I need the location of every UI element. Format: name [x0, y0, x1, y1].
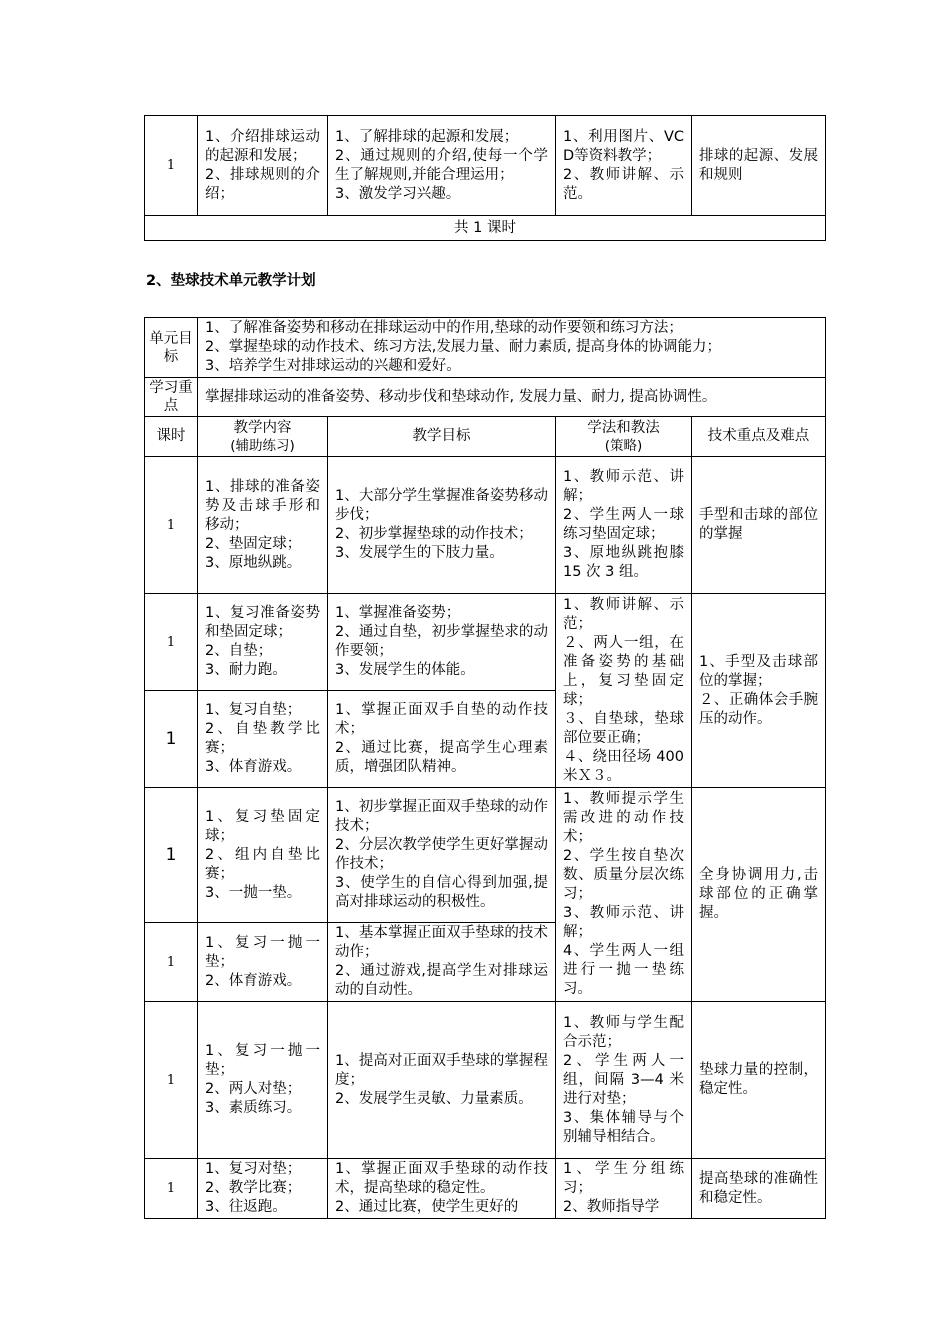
header-content-main: 教学内容 — [233, 419, 292, 436]
method-line: 1、学生分组练习； — [563, 1161, 684, 1196]
content-line: 3、一抛一垫。 — [205, 884, 302, 901]
methods-cell — [556, 594, 692, 788]
goal-line: 1、提高对正面双手垫球的掌握程度； — [335, 1052, 548, 1088]
content-line: 1、介绍排球运动的起源和发展； — [205, 128, 320, 164]
key-points-cell: 全身协调用力,击球部位的正确掌握。 — [692, 788, 826, 1002]
unit-goal-row — [145, 318, 826, 378]
content-line: 1、排球的准备姿势及击球手形和移动； — [205, 478, 320, 533]
method-line: 2、学生按自垫次数、质量分层次练习； — [563, 848, 684, 902]
key-points-cell: 垫球力量的控制，稳定性。 — [692, 1002, 826, 1159]
content-line: 3、原地纵跳。 — [205, 554, 302, 571]
method-line: 2、学生两人一球练习垫固定球； — [563, 507, 684, 542]
total-row — [145, 216, 826, 241]
table-row — [145, 594, 826, 691]
content-line: 1、复习自垫； — [205, 702, 302, 718]
method-line: 2、教师讲解、示范。 — [563, 166, 684, 202]
header-content-sub: (辅助练习) — [230, 437, 295, 454]
lesson-count: 1 — [145, 594, 198, 691]
method-line: 1、教师与学生配合示范； — [563, 1014, 684, 1050]
goal-line: 2、初步掌握垫球的动作技术； — [335, 526, 533, 542]
goal-line: 3、发展学生的体能。 — [335, 662, 475, 678]
goal-line: 3、激发学习兴趣。 — [335, 185, 461, 202]
header-methods — [556, 417, 692, 457]
content-cell — [198, 923, 328, 1002]
methods-cell — [556, 788, 692, 1002]
section-title: 2、垫球技术单元教学计划 — [146, 273, 316, 289]
key-line: 1、手型及击球部位的掌握； — [699, 653, 818, 689]
methods-cell — [556, 116, 692, 216]
total-hours: 共 1 课时 — [145, 216, 826, 241]
method-line: 4、学生两人一组进行一抛一垫练习。 — [563, 943, 684, 997]
content-cell — [198, 691, 328, 788]
unit-goal-line: 1、了解准备姿势和移动在排球运动中的作用,垫球的动作要领和练习方法； — [205, 320, 683, 336]
goal-line: 1、掌握正面双手自垫的动作技术； — [335, 702, 548, 737]
table-row — [145, 1002, 826, 1159]
method-line: 2、学生两人一组，间隔 3—4 米进行对垫； — [563, 1052, 684, 1107]
key-line: ２、正确体会手腕压的动作。 — [699, 691, 818, 727]
content-cell — [198, 1002, 328, 1159]
unit-goal-cell — [198, 318, 826, 378]
key-points-cell: 排球的起源、发展和规则 — [692, 116, 826, 216]
lesson-table-intro — [144, 115, 826, 241]
method-line: 2、教师指导学 — [563, 1199, 660, 1215]
lesson-count: 1 — [145, 1002, 198, 1159]
key-points-cell: 手型和击球的部位的掌握 — [692, 457, 826, 594]
lesson-count: 1 — [145, 1159, 198, 1219]
content-cell — [198, 594, 328, 691]
lesson-count: 1 — [145, 923, 198, 1002]
method-line: 1、教师示范、讲解； — [563, 469, 684, 504]
content-line: 2、自垫教学比赛； — [205, 721, 320, 756]
goal-line: 1、大部分学生掌握准备姿势移动步伐； — [335, 488, 548, 523]
content-cell — [198, 1159, 328, 1219]
goal-line: 2、通过自垫，初步掌握垫求的动作要领； — [335, 624, 548, 659]
header-methods-sub: (策略) — [604, 437, 643, 454]
goal-line: 2、发展学生灵敏、力量素质。 — [335, 1090, 533, 1107]
content-line: 2、排球规则的介绍； — [205, 166, 320, 202]
goals-cell — [328, 594, 556, 691]
goals-cell — [328, 1002, 556, 1159]
method-line: 1、教师讲解、示范； — [563, 596, 684, 632]
content-line: 2、体育游戏。 — [205, 972, 302, 989]
goals-cell — [328, 923, 556, 1002]
methods-cell — [556, 1002, 692, 1159]
unit-goal-line: 3、培养学生对排球运动的兴趣和爱好。 — [205, 358, 461, 374]
lesson-count: 1 — [145, 691, 198, 788]
header-methods-main: 学法和教法 — [587, 419, 660, 436]
method-line: ２、两人一组，在准备姿势的基础上，复习垫固定球； — [563, 634, 684, 708]
key-points-cell — [692, 594, 826, 788]
goal-line: 2、通过游戏,提高学生对排球运动的自动性。 — [335, 963, 548, 998]
method-line: 3、集体辅导与个别辅导相结合。 — [563, 1109, 684, 1145]
table-row — [145, 1159, 826, 1219]
unit-goal-label: 单元目标 — [145, 318, 198, 378]
content-line: 2、组内自垫比赛； — [205, 846, 320, 882]
content-line: 3、往返跑。 — [205, 1199, 287, 1215]
header-content — [198, 417, 328, 457]
lesson-table-passing — [144, 317, 826, 1219]
header-key: 技术重点及难点 — [692, 417, 826, 457]
content-cell — [198, 788, 328, 923]
header-goals: 教学目标 — [328, 417, 556, 457]
method-line: ３、自垫球，垫球部位要正确； — [563, 710, 684, 746]
header-row — [145, 417, 826, 457]
methods-cell — [556, 457, 692, 594]
content-line: 1、复习准备姿势和垫固定球； — [205, 605, 320, 640]
content-line: 2、垫固定球； — [205, 535, 302, 552]
content-line: 3、体育游戏。 — [205, 759, 302, 775]
method-line: 1、教师提示学生需改进的动作技术； — [563, 791, 684, 845]
goals-cell — [328, 457, 556, 594]
lesson-count: 1 — [145, 457, 198, 594]
content-line: 2、两人对垫； — [205, 1081, 302, 1097]
method-line: ４、绕田径场 400 米Ｘ３。 — [563, 748, 684, 784]
content-cell — [198, 457, 328, 594]
goal-line: 2、通过规则的介绍,使每一个学生了解规则,并能合理运用； — [335, 147, 548, 183]
goal-line: 1、掌握正面双手垫球的动作技术，提高垫球的稳定性。 — [335, 1161, 548, 1196]
goal-line: 1、基本掌握正面双手垫球的技术动作； — [335, 925, 548, 960]
goal-line: 2、分层次教学使学生更好掌握动作技术； — [335, 837, 548, 872]
goal-line: 2、通过比赛，提高学生心理素质，增强团队精神。 — [335, 740, 548, 775]
header-lesson: 课时 — [145, 417, 198, 457]
goal-line: 3、使学生的自信心得到加强,提高对排球运动的积极性。 — [335, 875, 548, 910]
content-line: 3、素质练习。 — [205, 1100, 302, 1116]
goals-cell — [328, 788, 556, 923]
content-line: 2、自垫； — [205, 643, 273, 659]
goal-line: 3、发展学生的下肢力量。 — [335, 545, 504, 561]
content-line: 2、教学比赛； — [205, 1180, 302, 1196]
goals-cell — [328, 116, 556, 216]
goal-line: 1、了解排球的起源和发展； — [335, 128, 519, 145]
goal-line: 1、初步掌握正面双手垫球的动作技术； — [335, 799, 548, 834]
goals-cell — [328, 691, 556, 788]
content-line: 1、复习一抛一垫； — [205, 934, 320, 970]
focus-row — [145, 378, 826, 417]
method-line: 3、原地纵跳抱膝 15 次 3 组。 — [563, 545, 684, 580]
table-row — [145, 788, 826, 923]
key-points-cell: 提高垫球的准确性和稳定性。 — [692, 1159, 826, 1219]
table-row — [145, 116, 826, 216]
goal-line: 2、通过比赛，使学生更好的 — [335, 1199, 519, 1215]
focus-label: 学习重点 — [145, 378, 198, 417]
content-cell — [198, 116, 328, 216]
unit-goal-line: 2、掌握垫球的动作技术、练习方法,发展力量、耐力素质, 提高身体的协调能力； — [205, 339, 722, 355]
lesson-count: 1 — [145, 788, 198, 923]
goal-line: 1、掌握准备姿势； — [335, 605, 461, 621]
focus-cell: 掌握排球运动的准备姿势、移动步伐和垫球动作, 发展力量、耐力, 提高协调性。 — [198, 378, 826, 417]
content-line: 3、耐力跑。 — [205, 662, 287, 678]
methods-cell — [556, 1159, 692, 1219]
content-line: 1、复习一抛一垫； — [205, 1043, 320, 1078]
method-line: 3、教师示范、讲解； — [563, 905, 684, 940]
lesson-count: 1 — [145, 116, 198, 216]
content-line: 1、复习垫固定球； — [205, 808, 320, 844]
goals-cell — [328, 1159, 556, 1219]
method-line: 1、利用图片、VCD等资料教学； — [563, 128, 684, 164]
table-row — [145, 457, 826, 594]
content-line: 1、复习对垫； — [205, 1161, 302, 1177]
